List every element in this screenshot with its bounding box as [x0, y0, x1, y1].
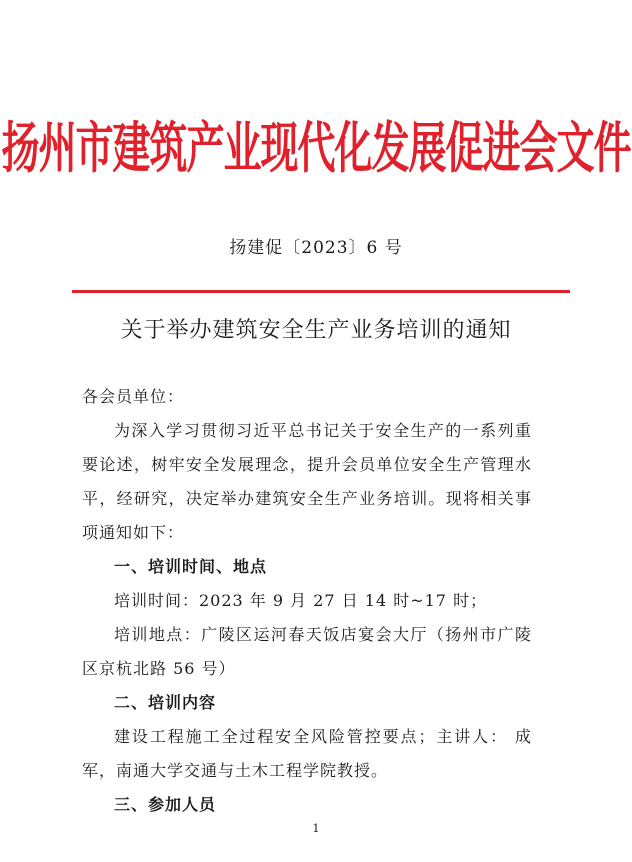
training-location: 培训地点：广陵区运河春天饭店宴会大厅（扬州市广陵区京杭北路 56 号）: [82, 625, 532, 678]
document-header-title: 扬州市建筑产业现代化发展促进会文件: [1, 114, 631, 180]
notice-body: [82, 380, 532, 822]
page-number: 1: [312, 822, 320, 835]
red-separator-line: [72, 290, 570, 293]
section-heading-time-place: 一、培训时间、地点: [114, 557, 268, 576]
training-content: 建设工程施工全过程安全风险管控要点；主讲人： 成军，南通大学交通与土木工程学院教授。: [82, 727, 532, 780]
salutation: 各会员单位：: [82, 387, 185, 406]
document-number: 扬建促〔2023〕6 号: [229, 238, 403, 258]
notice-title: 关于举办建筑安全生产业务培训的通知: [120, 318, 512, 343]
intro-paragraph: 为深入学习贯彻习近平总书记关于安全生产的一系列重要论述，树牢安全发展理念，提升会员单位安全生产管理水平，经研究，决定举办建筑安全生产业务培训。现将相关事项通知如下：: [82, 421, 532, 542]
section-heading-content: 二、培训内容: [114, 693, 217, 712]
training-time: 培训时间：2023 年 9 月 27 日 14 时~17 时；: [114, 591, 488, 610]
section-heading-participants: 三、参加人员: [114, 795, 217, 814]
